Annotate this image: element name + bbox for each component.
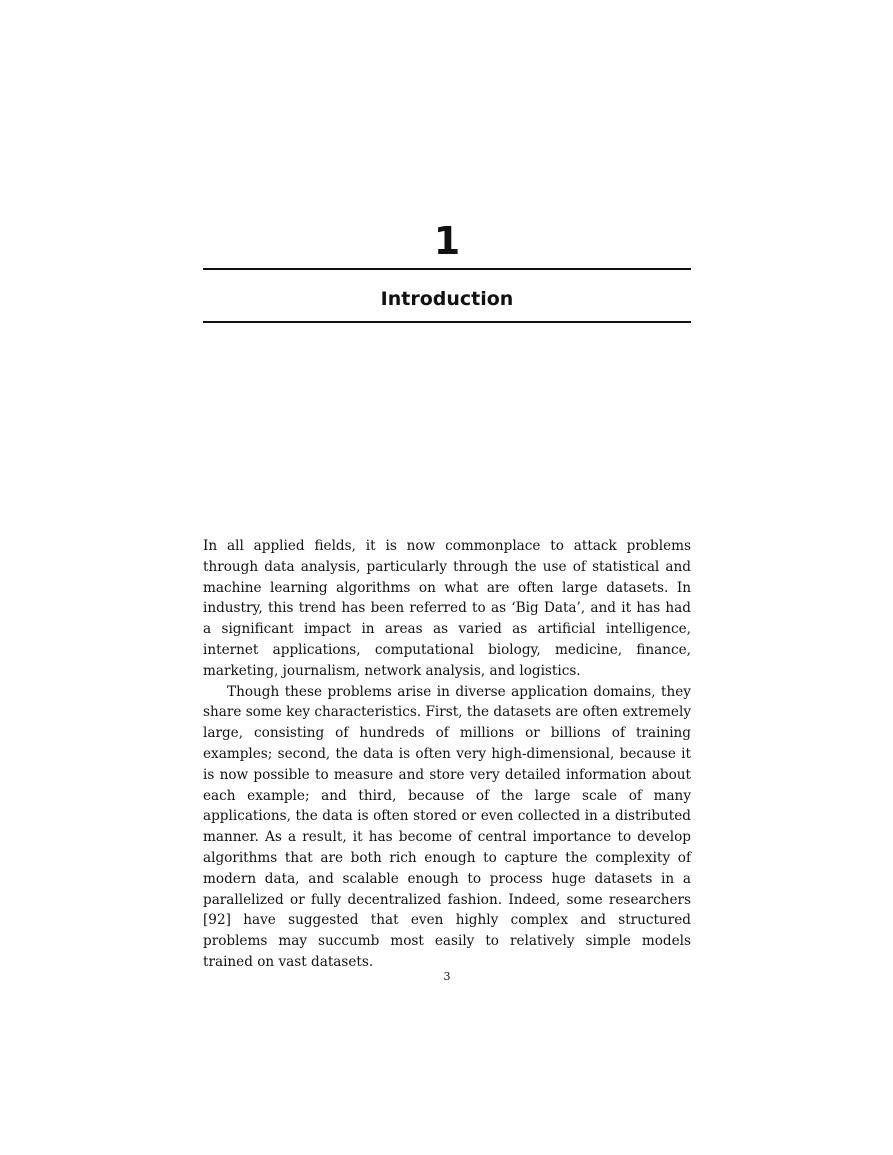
paragraph-2: Though these problems arise in diverse application domains, they share some key characteristics. First, the datasets are often extremely large, consisting of hundreds of millions or billions of training examples; second, the data is often very high-dimensional, because it is now possible to measure and store very detailed information about each example; and third, because of the large scale of many applications, the data is often stored or even collected in a distributed manner. As a result, it has become of central importance to develop algorithms that are both rich enough to capture the complexity of modern data, and scalable enough to process huge datasets in a parallelized or fully decentralized fashion. Indeed, some researchers [92] have suggested that even highly complex and structured problems may succumb most easily to relatively simple models trained on vast datasets.	[203, 683, 692, 970]
chapter-number: 1	[433, 219, 461, 263]
chapter-rule-bottom	[203, 321, 691, 323]
chapter-rule-top	[203, 268, 691, 270]
paragraph-1: In all applied fields, it is now commonplace to attack problems through data analysis, particularly through the use of statistical and machine learning algorithms on what are often large datasets. In industry, this trend has been referred to as ‘Big Data’, and it has had a significant impact in areas as varied as artificial intelligence, internet applications, computational biology, medicine, finance, marketing, journalism, network analysis, and logistics.	[203, 538, 691, 679]
chapter-title: Introduction	[380, 288, 514, 310]
page-number: 3	[443, 970, 451, 983]
body-text	[203, 536, 691, 973]
